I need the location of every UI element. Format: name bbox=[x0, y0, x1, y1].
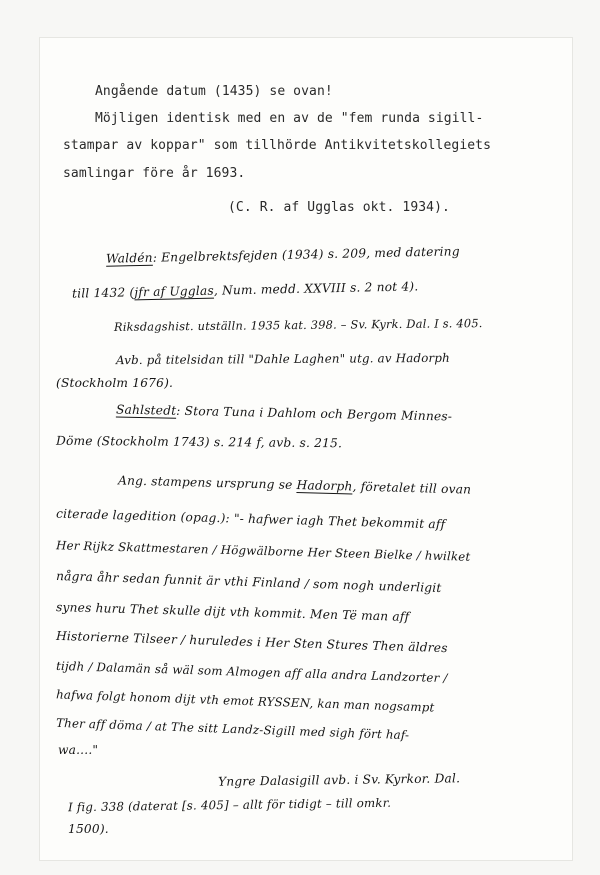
quote-line-2: Her Rijkz Skattmestaren / Högwälborne Her Steen Bielke / hwilket bbox=[55, 538, 471, 564]
avb-line-1: Avb. på titelsidan till "Dahle Laghen" utg. av Hadorph bbox=[115, 350, 450, 368]
quote-line-1: citerade lagedition (opag.): "- hafwer iagh Thet bekommit aff bbox=[55, 506, 446, 532]
typed-line-2: Möjligen identisk med en av de "fem runda sigill- bbox=[95, 111, 484, 126]
document-page bbox=[40, 38, 572, 860]
quote-line-4: synes huru Thet skulle dijt vth kommit. Men Të man aff bbox=[55, 600, 410, 624]
riksdag-reference: Riksdagshist. utställn. 1935 kat. 398. – Sv. Kyrk. Dal. I s. 405. bbox=[113, 316, 483, 334]
walden-reference bbox=[106, 244, 460, 265]
quote-line-8: Ther aff döma / at The sitt Landz-Sigill med sigh fört haf- bbox=[55, 715, 410, 743]
quote-line-9: wa...." bbox=[58, 743, 99, 757]
jfr-af-ugglas: jfr af Ugglas bbox=[134, 283, 215, 300]
typed-line-1: Angående datum (1435) se ovan! bbox=[95, 84, 333, 99]
yngre-line-2: I fig. 338 (daterat [s. 405] – allt för tidigt – till omkr. bbox=[67, 795, 392, 815]
yngre-line-3: 1500). bbox=[68, 822, 109, 836]
avb-line-2: (Stockholm 1676). bbox=[56, 376, 174, 390]
typed-signature: (C. R. af Ugglas okt. 1934). bbox=[228, 200, 450, 215]
quote-line-7: hafwa folgt honom dijt vth emot RYSSEN, kan man nogsampt bbox=[55, 687, 435, 715]
author-sahlstedt: Sahlstedt bbox=[115, 402, 177, 418]
typed-line-4: samlingar före år 1693. bbox=[63, 166, 246, 181]
author-hadorph: Hadorph bbox=[296, 478, 353, 494]
typed-line-3: stampar av koppar" som tillhörde Antikvitetskollegiets bbox=[63, 138, 492, 153]
quote-line-6: tijdh / Dalamän så wäl som Almogen aff alla andra Landzorter / bbox=[55, 658, 448, 686]
author-walden: Waldén bbox=[105, 250, 153, 266]
walden-text: : Engelbrektsfejden (1934) s. 209, med datering bbox=[152, 244, 460, 265]
quote-line-5: Historierne Tilseer / huruledes i Her Sten Stures Then äldres bbox=[55, 628, 448, 656]
sahlstedt-reference: Sahlstedt: Stora Tuna i Dahlom och Bergom Minnes- bbox=[115, 402, 453, 424]
yngre-line-1: Yngre Dalasigill avb. i Sv. Kyrkor. Dal. bbox=[217, 771, 461, 789]
ang-line-1: Ang. stampens ursprung se Hadorph, företalet till ovan bbox=[117, 473, 472, 497]
sahlstedt-line-2: Döme (Stockholm 1743) s. 214 f, avb. s. 215. bbox=[55, 433, 343, 451]
quote-line-3: några åhr sedan funnit är vthi Finland / som nogh underligit bbox=[55, 568, 442, 596]
walden-reference-line-2: till 1432 (jfr af Ugglas, Num. medd. XXVIII s. 2 not 4). bbox=[71, 279, 419, 301]
